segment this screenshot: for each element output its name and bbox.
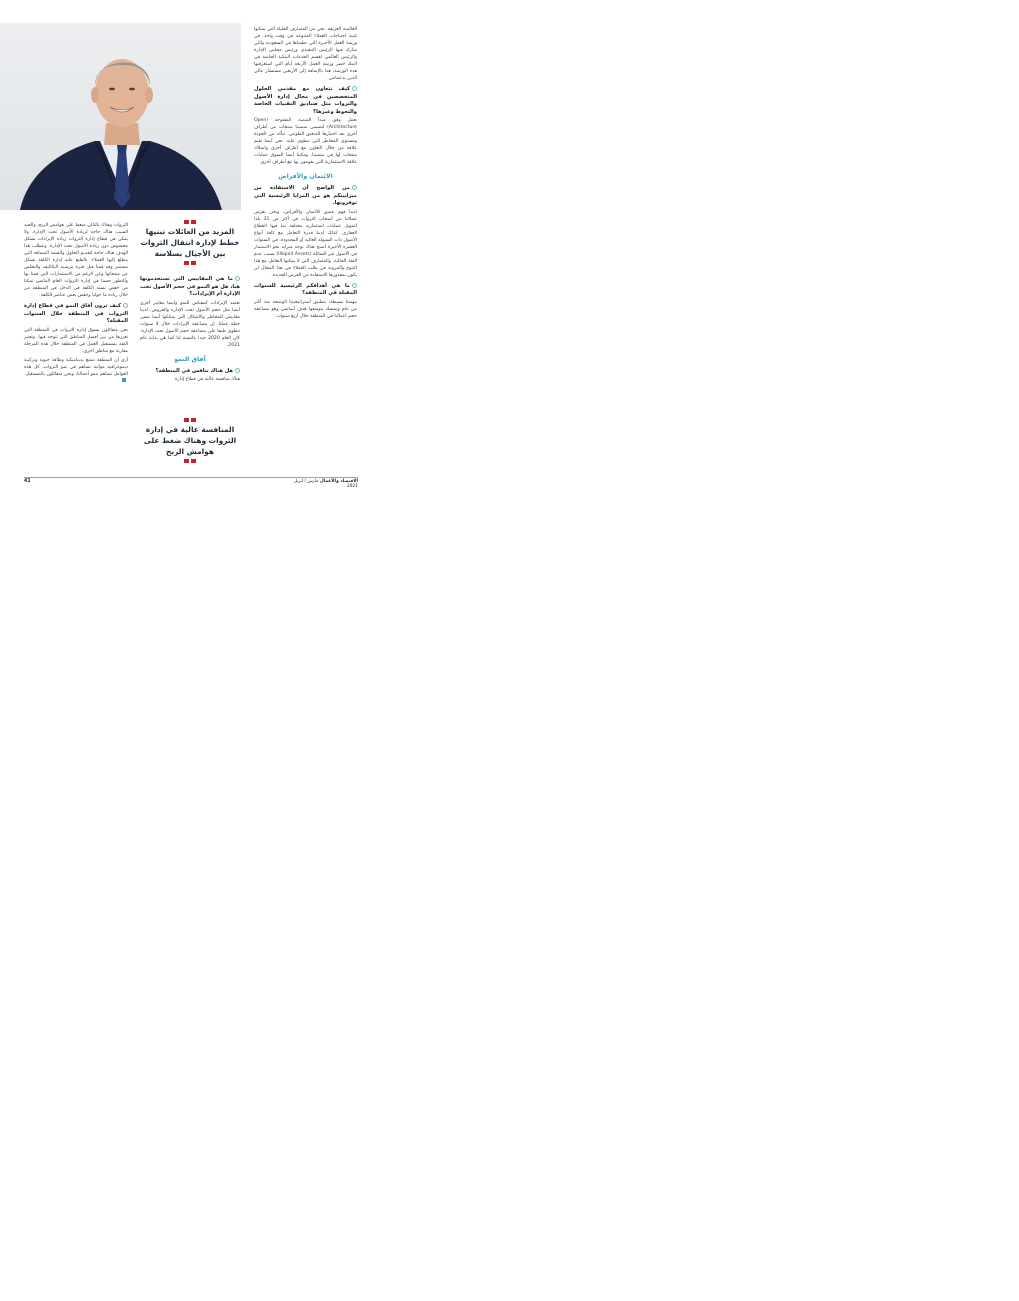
question-icon [123, 303, 128, 308]
body-paragraph: لدينا فهم عميق للائتمان والأقراض، ونحن نقرض عملائنا من أصحاب الثروات في أكثر من 31 بلدا لتمويل عمليات استثمارية مختلفة بما فيها القطاع العقاري. كذلك لدينا قدرة التعامل مع كافة أنواع الأصول ذات السيولة العالية أو المحدودة. في السنوات العشرة الأخيرة أصبح هناك توجه متزايد نحو الاستثمار في الأصول غير السائلة (Illiquid Assets) بسبب عدم الثقة الحالية. والمصارف التي لا يمكنها التعامل مع هذا التنوع والمرونة في طلب العملاء في هذا المجال لن يكون بمقدورها الاستفادة من الفرص الجديدة. [254, 209, 357, 278]
pull-quote-1 [140, 218, 240, 267]
body-paragraph: مهمتنا بسيطة، بتطبيق استراتيجيتنا الوضحة منذ أكثر من عام وتمسك بتوسعها هدف أساسي وهو مضاعفة حجم أعمالنا في المنطقة خلال أربع سنوات. [254, 299, 357, 319]
question-heading [254, 185, 357, 208]
issue-date: مارس / ابريل 2021 [293, 479, 358, 489]
question-heading [24, 303, 128, 326]
question-text: ما هي أهدافكم الرئيسية للسنوات المقبلة في المنطقة؟ [254, 282, 357, 296]
question-text: هل هناك تنافس في المنطقة؟ [155, 367, 233, 374]
body-paragraph: العالمية العريقة. نحن من المصارف القليلة التي يمكنها تلبية احتياجات العملاء المتنوعة في وقت واحد. في ورشة العمل الأخيرة التي نظمناها في السعودية والتي شارك فيها الرئيس التنفيذي ورئيس مجلس الإدارة والرئيس العالمي لقسم الخدمات البنكية الخاصة في البنك حضر ورشة العمل الأربعة أيام التي استغرقتها هذه الورشة، هذا بالإضافة إلى الأربعين مستشار عالي الذين يدعمانني. [254, 27, 357, 81]
article-column-right [254, 26, 357, 322]
end-mark-icon [122, 378, 126, 382]
pull-quote-2 [140, 416, 240, 465]
question-text: من الواضح أن الاستفادة من ميزانيتكم هو من المزايا الرئيسية التي توفرونها. [254, 185, 357, 206]
pull-quote-marks [140, 261, 240, 265]
body-paragraph: الثروات وهناك بالتالي ضغط على هوامش الربح، والجيد السبب هناك حاجة لزيادة الأصول تحت الإدارة. ولا يمكن في قطاع إدارة الثروات زيادة الإيرادات بشكل محسوس دون زيادة الأصول تحت الإدارة. وتتطلب هذا الهدف هناك حاجة لتقديم الحلول والقيمة المضافة التي يتطلع إليها العملاء، بالطبع عليه إدارة الكلفة بشكل مستمر وقد قمنا قبل فترة بترشيد التكاليف والتخلص عن منتجاتها وعن الرغم من الاستثمارات التي قمنا بها والتطور حسنا في إدارة الثروات العام الماضي تمكنا من خفض نسبة الكلفة في الدخل في المنطقة من خلال زيادة ما حوليا وخفض بعض عناصر الكلفة. [24, 223, 128, 298]
section-subhead: آفاق النمو [174, 355, 206, 363]
section-subhead: الائتمان والأقراض [278, 173, 333, 180]
question-heading [254, 283, 357, 298]
body-paragraph: نحن متفائلون بسوق إدارة الثروات في المنطقة التي تعززها من بين أفضل المناطق التي تتوجد فيها. وتعتبر الثقة بمستقبل العمل في المنطقة خلال هذه المرحلة مقارنة مع مناطق أخرى. [24, 327, 128, 354]
page-number: 41 [24, 479, 31, 484]
question-icon [352, 86, 357, 91]
question-text: كيف تتعاون مع مقدمي الحلول المتخصصين في مجال إدارة الأصول والثروات مثل صناديق التقنيات الخاصة والتحوط وغيرها؟ [254, 86, 357, 115]
body-paragraph: أرى أن المنطقة تتمتع بديناميكية وطاقة حيوية وتركيبة ديموغرافية مواتية تساهم في نمو الثروات، كل هذه العوامل تساهم بنمو أعمالنا، ونحن متفائلون بالمستقبل. [24, 357, 128, 385]
pull-quote-marks [140, 220, 240, 224]
article-column-middle [140, 272, 240, 385]
pull-quote-marks [140, 459, 240, 463]
pull-quote-text: المزيد من العائلات تبنيها خطط لإدارة انتقال الثروات بين الأجيال بسلاسة [140, 227, 240, 258]
question-text: ما هي المقاييس التي تستخدمونها هنا، هل هو النمو في حجم الأصول تحت الإدارة أم الإيرادات؟ [140, 276, 240, 297]
question-icon [352, 283, 357, 288]
question-icon [352, 185, 357, 190]
pull-quote-text: المنافسة عالية في إدارة الثروات وهناك ضغط على هوامش الربح [143, 425, 237, 456]
question-heading [140, 276, 240, 299]
portrait-illustration [0, 23, 241, 210]
pull-quote-marks [140, 418, 240, 422]
question-text: كيف ترون آفاق النمو في قطاع إدارة الثروات في المنطقة خلال السنوات المقبلة؟ [24, 303, 128, 324]
body-paragraph: نعمل وفق مبدأ المنصة المفتوحة (Open Architecture) لتضمين منصتنا منتجات من أطراف أخرى بعد اختيارها للتدقيق الطوعي. نتأكد من الجودة ومستوى المخاطر التي تنطوي عليه. نحن أيضا نقيم علاقة من خلال التعاون مع أطراف أخرى وامتلاك منتجات لها في منصتنا. ومكننا أيضا السوق عمليات علاقة الاستثمارية التي يقومون بها مع أطراف أخرى. [254, 118, 357, 165]
portrait-photo [0, 23, 241, 210]
magazine-footer [290, 479, 358, 489]
question-icon [235, 368, 240, 373]
body-paragraph: هناك منافسة عالية في قطاع إدارة [174, 377, 240, 382]
question-heading [254, 86, 357, 116]
question-heading [140, 368, 240, 376]
article-column-left [24, 222, 128, 387]
body-paragraph: نعتمد الإيرادات كمقياس للنمو وأيضا معايير أخرى أيضا مثل حجم الأصول تحت الإدارة والقروض. لدينا مقاييس للمخاطر والأشكال التي يمتلكها أيضا ضمن خطة عملنا. إن مضاعفة الإيرادات خلال 4 سنوات تنطوي طبقا على مضاعفة حجم الأصول تحت الإدارة. كان العام 2020 جيدا بالنسبة لنا كما هي بداية عام 2021. [140, 300, 240, 348]
footer-divider [24, 477, 358, 478]
magazine-name: الاقتصاد والأعمال [319, 479, 358, 484]
question-icon [235, 276, 240, 281]
